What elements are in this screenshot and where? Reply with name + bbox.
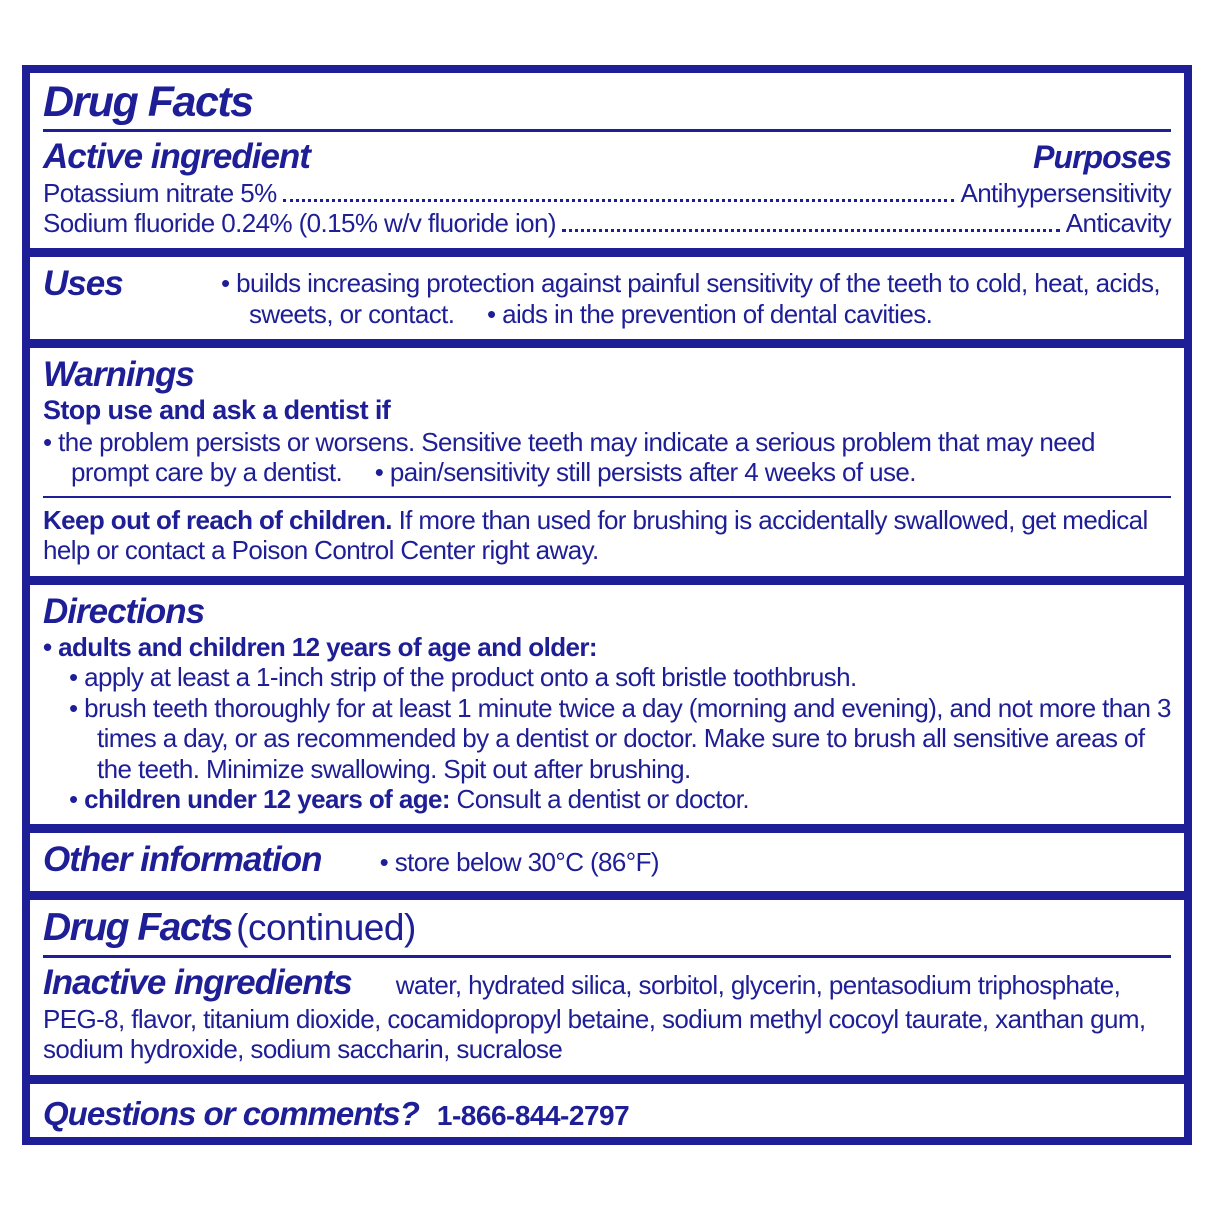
continued-suffix: (continued): [236, 906, 416, 948]
active-purposes-header-row: [43, 137, 1171, 177]
directions-sub-bullet: [69, 662, 1171, 692]
drug-facts-continued-title: Drug Facts: [43, 905, 232, 949]
directions-children-bold: children under 12 years of age:: [84, 783, 450, 814]
uses-heading: Uses: [43, 264, 123, 304]
section-divider: [30, 1075, 1184, 1084]
purposes-heading: Purposes: [1033, 139, 1171, 176]
warnings-subheading: Stop use and ask a dentist if: [43, 395, 391, 426]
uses-section: [30, 260, 1184, 336]
ingredient-row: [43, 208, 1171, 238]
inactive-ingredients-text: water, hydrated silica, sorbitol, glycerin, pentasodium triphosphate, PEG-8, flavor, titanium dioxide, cocamidopropyl betaine, sodium methyl cocoyl taurate, xanthan gum, sodium hydroxide, sodium saccharin, sucralose: [43, 970, 1146, 1065]
bullet-glyph: •: [69, 662, 78, 693]
questions-heading: Questions or comments?: [43, 1094, 419, 1132]
section-divider: [30, 248, 1184, 257]
other-information-bullet: store below 30°C (86°F): [394, 847, 659, 878]
bullet-glyph: •: [69, 783, 78, 814]
directions-sub-list: [43, 662, 1171, 814]
keep-out-text: [43, 505, 1171, 566]
inactive-ingredients-heading: Inactive ingredients: [43, 963, 352, 1003]
directions-main-bullet: [43, 632, 1171, 662]
bullet-glyph: •: [69, 692, 78, 723]
dotted-leader: [562, 229, 1060, 232]
warnings-heading: Warnings: [43, 355, 194, 395]
inactive-ingredients: [43, 963, 1171, 1064]
warnings-rule: [43, 496, 1171, 498]
section-divider: [30, 339, 1184, 348]
other-information-section: [30, 836, 1184, 887]
warnings-bullets: [43, 427, 1171, 488]
directions-children-text: Consult a dentist or doctor.: [456, 783, 750, 814]
bullet-glyph: •: [43, 631, 52, 662]
ingredient-name: Potassium nitrate 5%: [43, 177, 277, 208]
bullet-glyph: •: [374, 457, 384, 488]
keep-out-bold: Keep out of reach of children.: [43, 504, 392, 535]
directions-sub-bullet: [69, 693, 1171, 784]
bullet-glyph: •: [43, 427, 52, 457]
continued-section: [30, 903, 1184, 1072]
other-information-heading: Other information: [43, 840, 322, 880]
continued-title-row: [43, 907, 1171, 950]
directions-children-bullet: [69, 784, 1171, 814]
drug-facts-panel: [22, 65, 1192, 1145]
warnings-bullet: pain/sensitivity still persists after 4 weeks of use.: [389, 457, 916, 488]
bullet-glyph: •: [487, 298, 496, 329]
title-rule: [43, 129, 1171, 132]
directions-section: [30, 588, 1184, 822]
uses-text: [221, 264, 1171, 329]
bullet-glyph: •: [379, 847, 389, 878]
directions-sub-bullet-text: brush teeth thoroughly for at least 1 minute twice a day (morning and evening), and not more than 3 times a day, or as recommended by a dentist or doctor. Make sure to brush all sensitive areas of the teeth. Minimize swallowing. Spit out after brushing.: [84, 692, 1171, 784]
section-divider: [30, 891, 1184, 900]
drug-facts-title: Drug Facts: [43, 78, 253, 126]
active-ingredient-heading: Active ingredient: [43, 137, 310, 177]
dotted-leader: [283, 199, 955, 202]
warnings-section: [30, 351, 1184, 572]
continued-rule: [43, 955, 1171, 958]
directions-heading: Directions: [43, 591, 205, 631]
directions-main-bullet-text: adults and children 12 years of age and older:: [58, 631, 597, 662]
bullet-glyph: •: [221, 268, 230, 299]
questions-section: [30, 1087, 1184, 1140]
uses-bullet: aids in the prevention of dental cavities.: [502, 298, 933, 329]
section-divider: [30, 576, 1184, 585]
keep-out-rest: If more than used for brushing is accidentally swallowed, get medical help or contact a Poison Control Center right away.: [43, 504, 1148, 566]
questions-phone-number: 1-866-844-2797: [436, 1099, 630, 1131]
directions-sub-bullet-text: apply at least a 1-inch strip of the product onto a soft bristle toothbrush.: [84, 662, 857, 693]
ingredient-row: [43, 178, 1171, 208]
section-divider: [30, 824, 1184, 833]
ingredient-name: Sodium fluoride 0.24% (0.15% w/v fluoride ion): [43, 207, 556, 238]
warnings-bullet: the problem persists or worsens. Sensitive teeth may indicate a serious problem that may need prompt care by a dentist.: [58, 427, 1095, 488]
ingredient-purpose: Antihypersensitivity: [960, 177, 1171, 208]
uses-bullet: builds increasing protection against painful sensitivity of the teeth to cold, heat, acids, sweets, or contact.: [236, 268, 1161, 329]
other-information-text: [380, 847, 659, 877]
active-ingredient-section: [30, 73, 1184, 245]
ingredient-purpose: Anticavity: [1065, 207, 1171, 238]
